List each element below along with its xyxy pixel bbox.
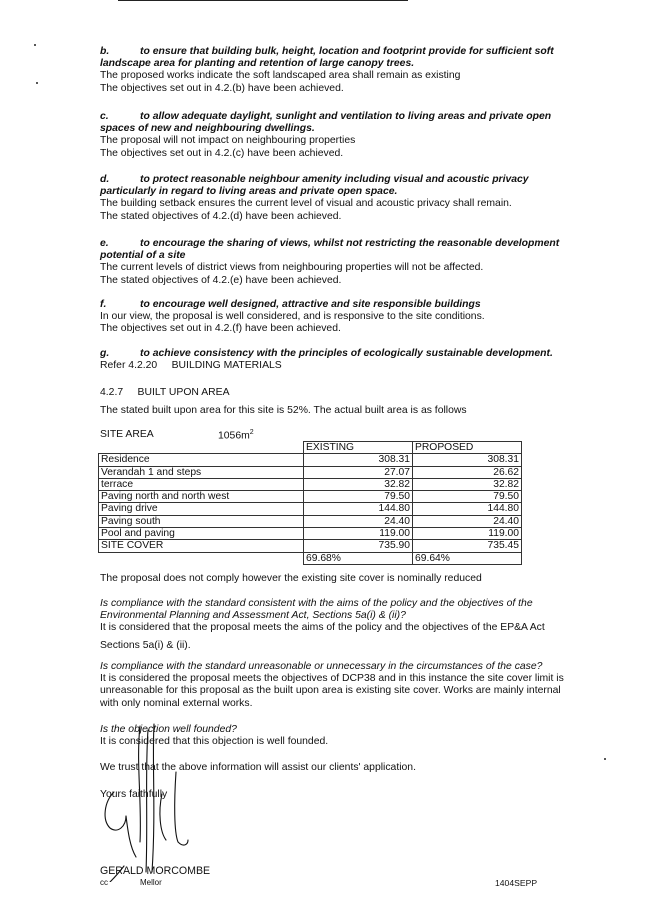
section-g bbox=[100, 348, 600, 372]
section-d bbox=[100, 174, 600, 223]
scan-speck bbox=[604, 758, 606, 760]
section-heading: potential of a site bbox=[100, 250, 186, 262]
site-area-label: SITE AREA bbox=[100, 429, 154, 440]
table-header-row bbox=[99, 442, 522, 454]
top-rule bbox=[118, 0, 408, 1]
section-body: Refer 4.2.20 BUILDING MATERIALS bbox=[100, 360, 282, 372]
question-2 bbox=[100, 661, 600, 710]
column-header-proposed: PROPOSED bbox=[413, 442, 522, 454]
cc-label: cc bbox=[100, 878, 108, 887]
section-heading: particularly in regard to living areas and private open space. bbox=[100, 186, 398, 198]
section-heading: c. to allow adequate daylight, sunlight and ventilation to living areas and private open bbox=[100, 111, 552, 122]
handwritten-signature bbox=[96, 722, 216, 882]
scan-speck bbox=[36, 82, 38, 84]
answer-text: with only nominal external works. bbox=[100, 697, 253, 709]
section-heading: f. to encourage well designed, attractive and site responsible buildings bbox=[100, 299, 481, 310]
section-heading: b. to ensure that building bulk, height, location and footprint provide for sufficient soft bbox=[100, 46, 554, 57]
site-area bbox=[100, 429, 254, 442]
section-heading: landscape area for planting and retention of large canopy trees. bbox=[100, 58, 415, 70]
question-text: Is compliance with the standard consistent with the aims of the policy and the objectives of the bbox=[100, 598, 533, 609]
signoff-text: Yours faithfully bbox=[100, 789, 168, 800]
compliance-note: The proposal does not comply however the existing site cover is nominally reduced bbox=[100, 573, 482, 584]
question-text: Is compliance with the standard unreasonable or unnecessary in the circumstances of the case? bbox=[100, 661, 543, 672]
answer-text: It is considered that the proposal meets the aims of the policy and the objectives of the EP&A Act bbox=[100, 622, 545, 634]
section-body: The stated objectives of 4.2.(e) have been achieved. bbox=[100, 274, 342, 286]
section-b bbox=[100, 46, 600, 95]
section-body: The objectives set out in 4.2.(f) have been achieved. bbox=[100, 323, 341, 335]
section-body: In our view, the proposal is well considered, and is responsive to the site conditions. bbox=[100, 311, 485, 323]
built-area-table bbox=[98, 441, 522, 565]
section-body: The objectives set out in 4.2.(c) have been achieved. bbox=[100, 147, 344, 159]
answer-text: It is considered that this objection is well founded. bbox=[100, 736, 329, 748]
document-reference: 1404SEPP bbox=[495, 878, 538, 888]
cc-name: Mellor bbox=[140, 878, 162, 887]
section-c bbox=[100, 111, 600, 160]
total-existing: 69.68% bbox=[304, 552, 413, 564]
table-row: Paving drive 144.80 144.80 bbox=[99, 503, 522, 515]
section-heading: e. to encourage the sharing of views, whilst not restricting the reasonable development bbox=[100, 238, 560, 249]
section-body: The proposed works indicate the soft landscaped area shall remain as existing bbox=[100, 70, 461, 82]
cc-line bbox=[100, 878, 162, 887]
section-f bbox=[100, 299, 600, 336]
section-heading: g. to achieve consistency with the principles of ecologically sustainable development. bbox=[100, 348, 553, 359]
section-e bbox=[100, 238, 600, 287]
answer-text: unreasonable for this proposal as the built upon area is existing site cover. Works are mainly internal bbox=[100, 685, 561, 697]
table-row: Paving south 24.40 24.40 bbox=[99, 515, 522, 527]
table-row: SITE COVER 735.90 735.45 bbox=[99, 540, 522, 552]
table-row: Paving north and north west 79.50 79.50 bbox=[99, 491, 522, 503]
section-body: The objectives set out in 4.2.(b) have been achieved. bbox=[100, 82, 344, 94]
section-body: The building setback ensures the current level of visual and acoustic privacy shall remain. bbox=[100, 198, 512, 210]
built-upon-intro: The stated built upon area for this site is 52%. The actual built area is as follows bbox=[100, 405, 467, 416]
table-row: Residence 308.31 308.31 bbox=[99, 454, 522, 466]
closing-text: We trust that the above information will assist our clients' application. bbox=[100, 762, 416, 773]
total-proposed: 69.64% bbox=[413, 552, 522, 564]
scan-speck bbox=[34, 44, 36, 46]
table-row: Verandah 1 and steps 27.07 26.62 bbox=[99, 466, 522, 478]
question-1 bbox=[100, 598, 600, 652]
table-total-row bbox=[99, 552, 522, 564]
answer-text: It is considered the proposal meets the objectives of DCP38 and in this instance the site cover limit is bbox=[100, 673, 564, 685]
site-area-value: $1056m^2$ bbox=[218, 429, 254, 442]
question-text: Environmental Planning and Assessment Act, Sections 5a(i) & (ii)? bbox=[100, 610, 406, 622]
signatory-name: GERALD MORCOMBE bbox=[100, 865, 211, 877]
section-body: The stated objectives of 4.2.(d) have been achieved. bbox=[100, 210, 342, 222]
section-body: The proposal will not impact on neighbouring properties bbox=[100, 135, 356, 147]
column-header-existing: EXISTING bbox=[304, 442, 413, 454]
question-text: Is the objection well founded? bbox=[100, 724, 237, 735]
built-upon-title: 4.2.7 BUILT UPON AREA bbox=[100, 387, 230, 398]
section-heading: spaces of new and neighbouring dwellings. bbox=[100, 123, 315, 135]
section-body: The current levels of district views from neighbouring properties will not be affected. bbox=[100, 262, 484, 274]
answer-text: Sections 5a(i) & (ii). bbox=[100, 639, 191, 651]
table-row: terrace 32.82 32.82 bbox=[99, 478, 522, 490]
table-row: Pool and paving 119.00 119.00 bbox=[99, 528, 522, 540]
section-heading: d. to protect reasonable neighbour amenity including visual and acoustic privacy bbox=[100, 174, 529, 185]
